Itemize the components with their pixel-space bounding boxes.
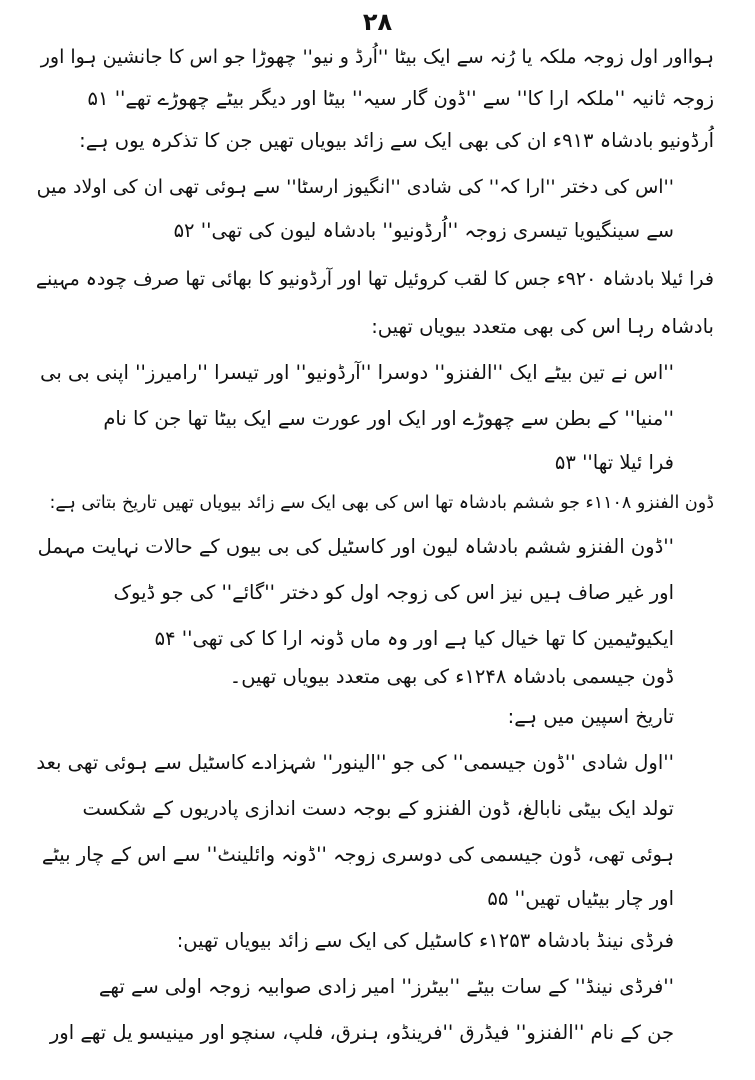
body-line: ڈون الفنزو ۱۱۰۸ء جو ششم بادشاہ تھا اس کی بھی ایک سے زائد بیویاں تھیں تاریخ بتاتی ہے: bbox=[49, 493, 714, 513]
quote-line: اور غیر صاف ہیں نیز اس کی زوجہ اول کو دختر ''گائے'' کی جو ڈیوک bbox=[113, 581, 674, 604]
body-line: اُرڈونیو بادشاہ ۹۱۳ء ان کی بھی ایک سے زائد بیویاں تھیں جن کا تذکرہ یوں ہے: bbox=[79, 129, 714, 152]
body-line: ہوااور اول زوجہ ملکہ یا رُنہ سے ایک بیٹا ''اُرڈ و نیو'' چھوڑا جو اس کا جانشین ہوا اور bbox=[40, 46, 714, 68]
quote-line: جن کے نام ''الفنزو'' فیڈرق ''فرینڈو، ہنرق، فلپ، سنچو اور مینیسو یل تھے اور bbox=[49, 1021, 674, 1044]
quote-line: فرڈی نینڈ بادشاہ ۱۲۵۳ء کاسٹیل کی ایک سے زائد بیویاں تھیں: bbox=[176, 929, 674, 952]
quote-line: سے سینگیویا تیسری زوجہ ''اُرڈونیو'' بادشاہ لیون کی تھی'' ۵۲ bbox=[173, 219, 674, 242]
quote-line: ڈون جیسمی بادشاہ ۱۲۴۸ء کی بھی متعدد بیویاں تھیں۔ bbox=[229, 665, 674, 688]
quote-line: اور چار بیٹیاں تھیں'' ۵۵ bbox=[487, 887, 674, 910]
quote-line: ''اس کی دختر ''ارا کہ'' کی شادی ''انگیوز ارسٹا'' سے ہوئی تھی ان کی اولاد میں bbox=[36, 176, 674, 198]
quote-line: ''ڈون الفنزو ششم بادشاہ لیون اور کاسٹیل کی بی بیوں کے حالات نہایت مہمل bbox=[37, 535, 674, 558]
quote-line: ''فرڈی نینڈ'' کے سات بیٹے ''بیٹرز'' امیر زادی صوابیہ زوجہ اولی سے تھے bbox=[98, 975, 674, 998]
page-number: ۲۸ bbox=[362, 8, 393, 36]
quote-line: ایکیوٹیمین کا تھا خیال کیا ہے اور وہ ماں ڈونہ ارا کا کی تھی'' ۵۴ bbox=[154, 627, 674, 650]
quote-line: ''اول شادی ''ڈون جیسمی'' کی جو ''الینور'' شہزادے کاسٹیل سے ہوئی تھی بعد bbox=[36, 751, 674, 774]
body-line: فرا ئیلا بادشاہ ۹۲۰ء جس کا لقب کروئیل تھا اور آرڈونیو کا بھائی تھا صرف چودہ مہینے bbox=[35, 268, 714, 290]
quote-line: ''اس نے تین بیٹے ایک ''الفنزو'' دوسرا ''آرڈونیو'' اور تیسرا ''رامیرز'' اپنی بی بی bbox=[40, 361, 674, 384]
quote-line: ہوئی تھی، ڈون جیسمی کی دوسری زوجہ ''ڈونہ وائلینٹ'' سے اس کے چار بیٹے bbox=[41, 843, 674, 866]
quote-line: تولد ایک بیٹی نابالغ، ڈون الفنزو کے بوجہ دست اندازی پادریوں کے شکست bbox=[82, 797, 674, 820]
quote-line: ''منیا'' کے بطن سے چھوڑے اور ایک اور عورت سے ایک بیٹا تھا جن کا نام bbox=[103, 407, 674, 430]
body-line: زوجہ ثانیہ ''ملکہ ارا کا'' سے ''ڈون گار سیہ'' بیٹا اور دیگر بیٹے چھوڑے تھے'' ۵۱ bbox=[87, 87, 714, 110]
quote-line: فرا ئیلا تھا'' ۵۳ bbox=[554, 451, 674, 474]
body-line: بادشاہ رہا اس کی بھی متعدد بیویاں تھیں: bbox=[371, 315, 714, 338]
quote-line: تاریخ اسپین میں ہے: bbox=[507, 705, 674, 728]
